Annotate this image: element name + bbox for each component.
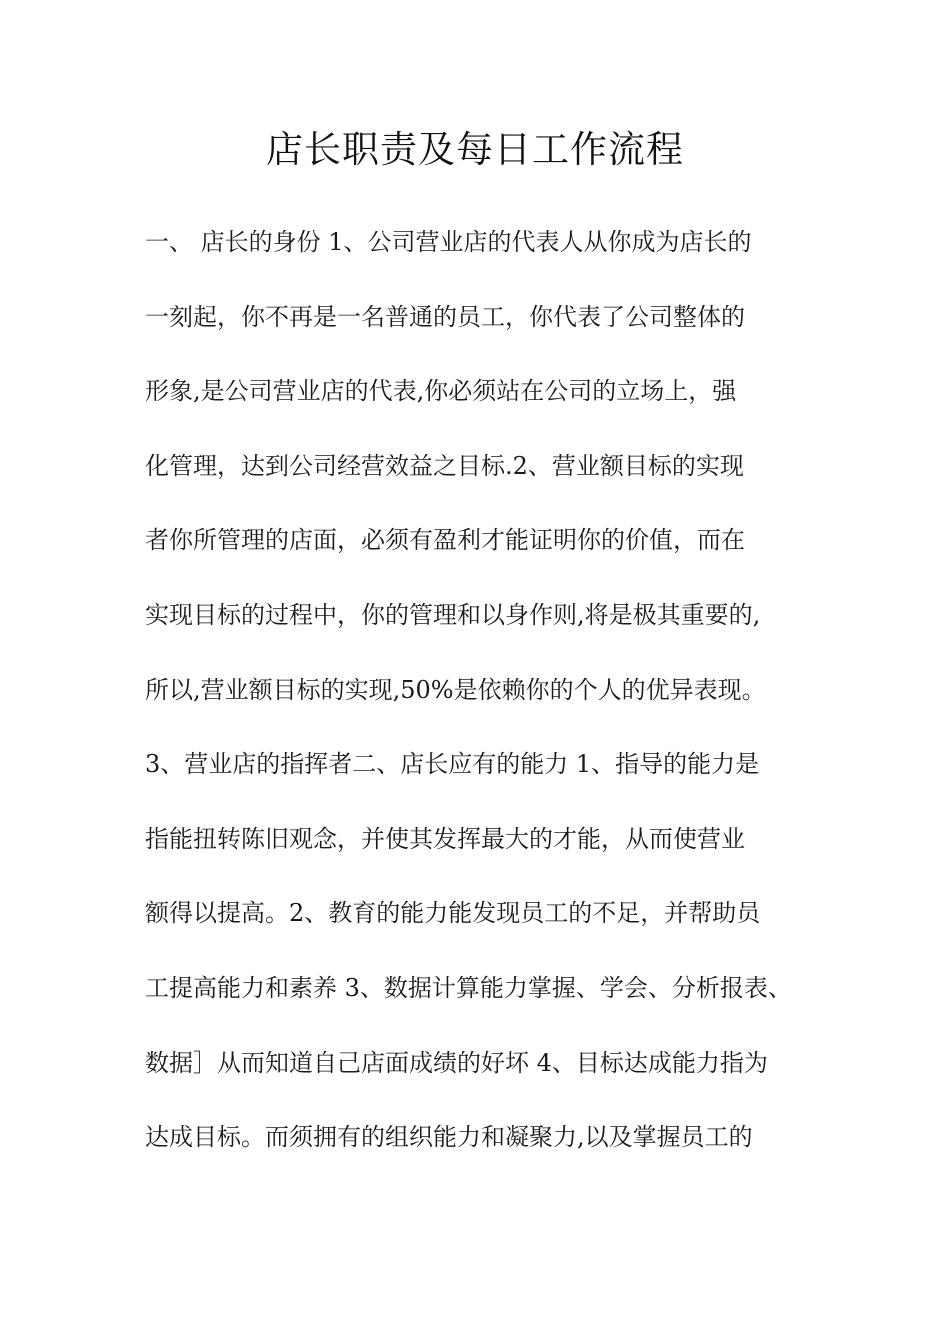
body-line-13: 达成目标。而须拥有的组织能力和凝聚力,以及掌握员工的 [145,1123,753,1152]
document-body [145,222,825,1192]
body-line-2: 一刻起，你不再是一名普通的员工，你代表了公司整体的 [145,302,745,331]
body-line-8: 3、营业店的指挥者二、店长应有的能力 1、指导的能力是 [145,750,760,779]
body-line-4: 化管理，达到公司经营效益之目标.2、营业额目标的实现 [145,451,744,480]
document-title: 店长职责及每日工作流程 [266,128,684,171]
body-line-9: 指能扭转陈旧观念，并使其发挥最大的才能，从而使营业 [145,824,745,853]
body-line-5: 者你所管理的店面，必须有盈利才能证明你的价值，而在 [145,526,745,555]
body-line-3: 形象,是公司营业店的代表,你必须站在公司的立场上，强 [145,377,737,406]
body-line-12: 数据］从而知道自己店面成绩的好坏 4、目标达成能力指为 [145,1048,768,1077]
body-line-6: 实现目标的过程中，你的管理和以身作则,将是极其重要的, [145,600,761,629]
body-line-1: 一、 店长的身份 1、公司营业店的代表人从你成为店长的 [145,228,752,256]
body-line-7: 所以,营业额目标的实现,50%是依赖你的个人的优异表现。 [145,675,766,704]
body-line-10: 额得以提高。2、教育的能力能发现员工的不足，并帮助员 [145,899,761,928]
body-line-11: 工提高能力和素养 3、数据计算能力掌握、学会、分析报表、 [145,973,792,1002]
